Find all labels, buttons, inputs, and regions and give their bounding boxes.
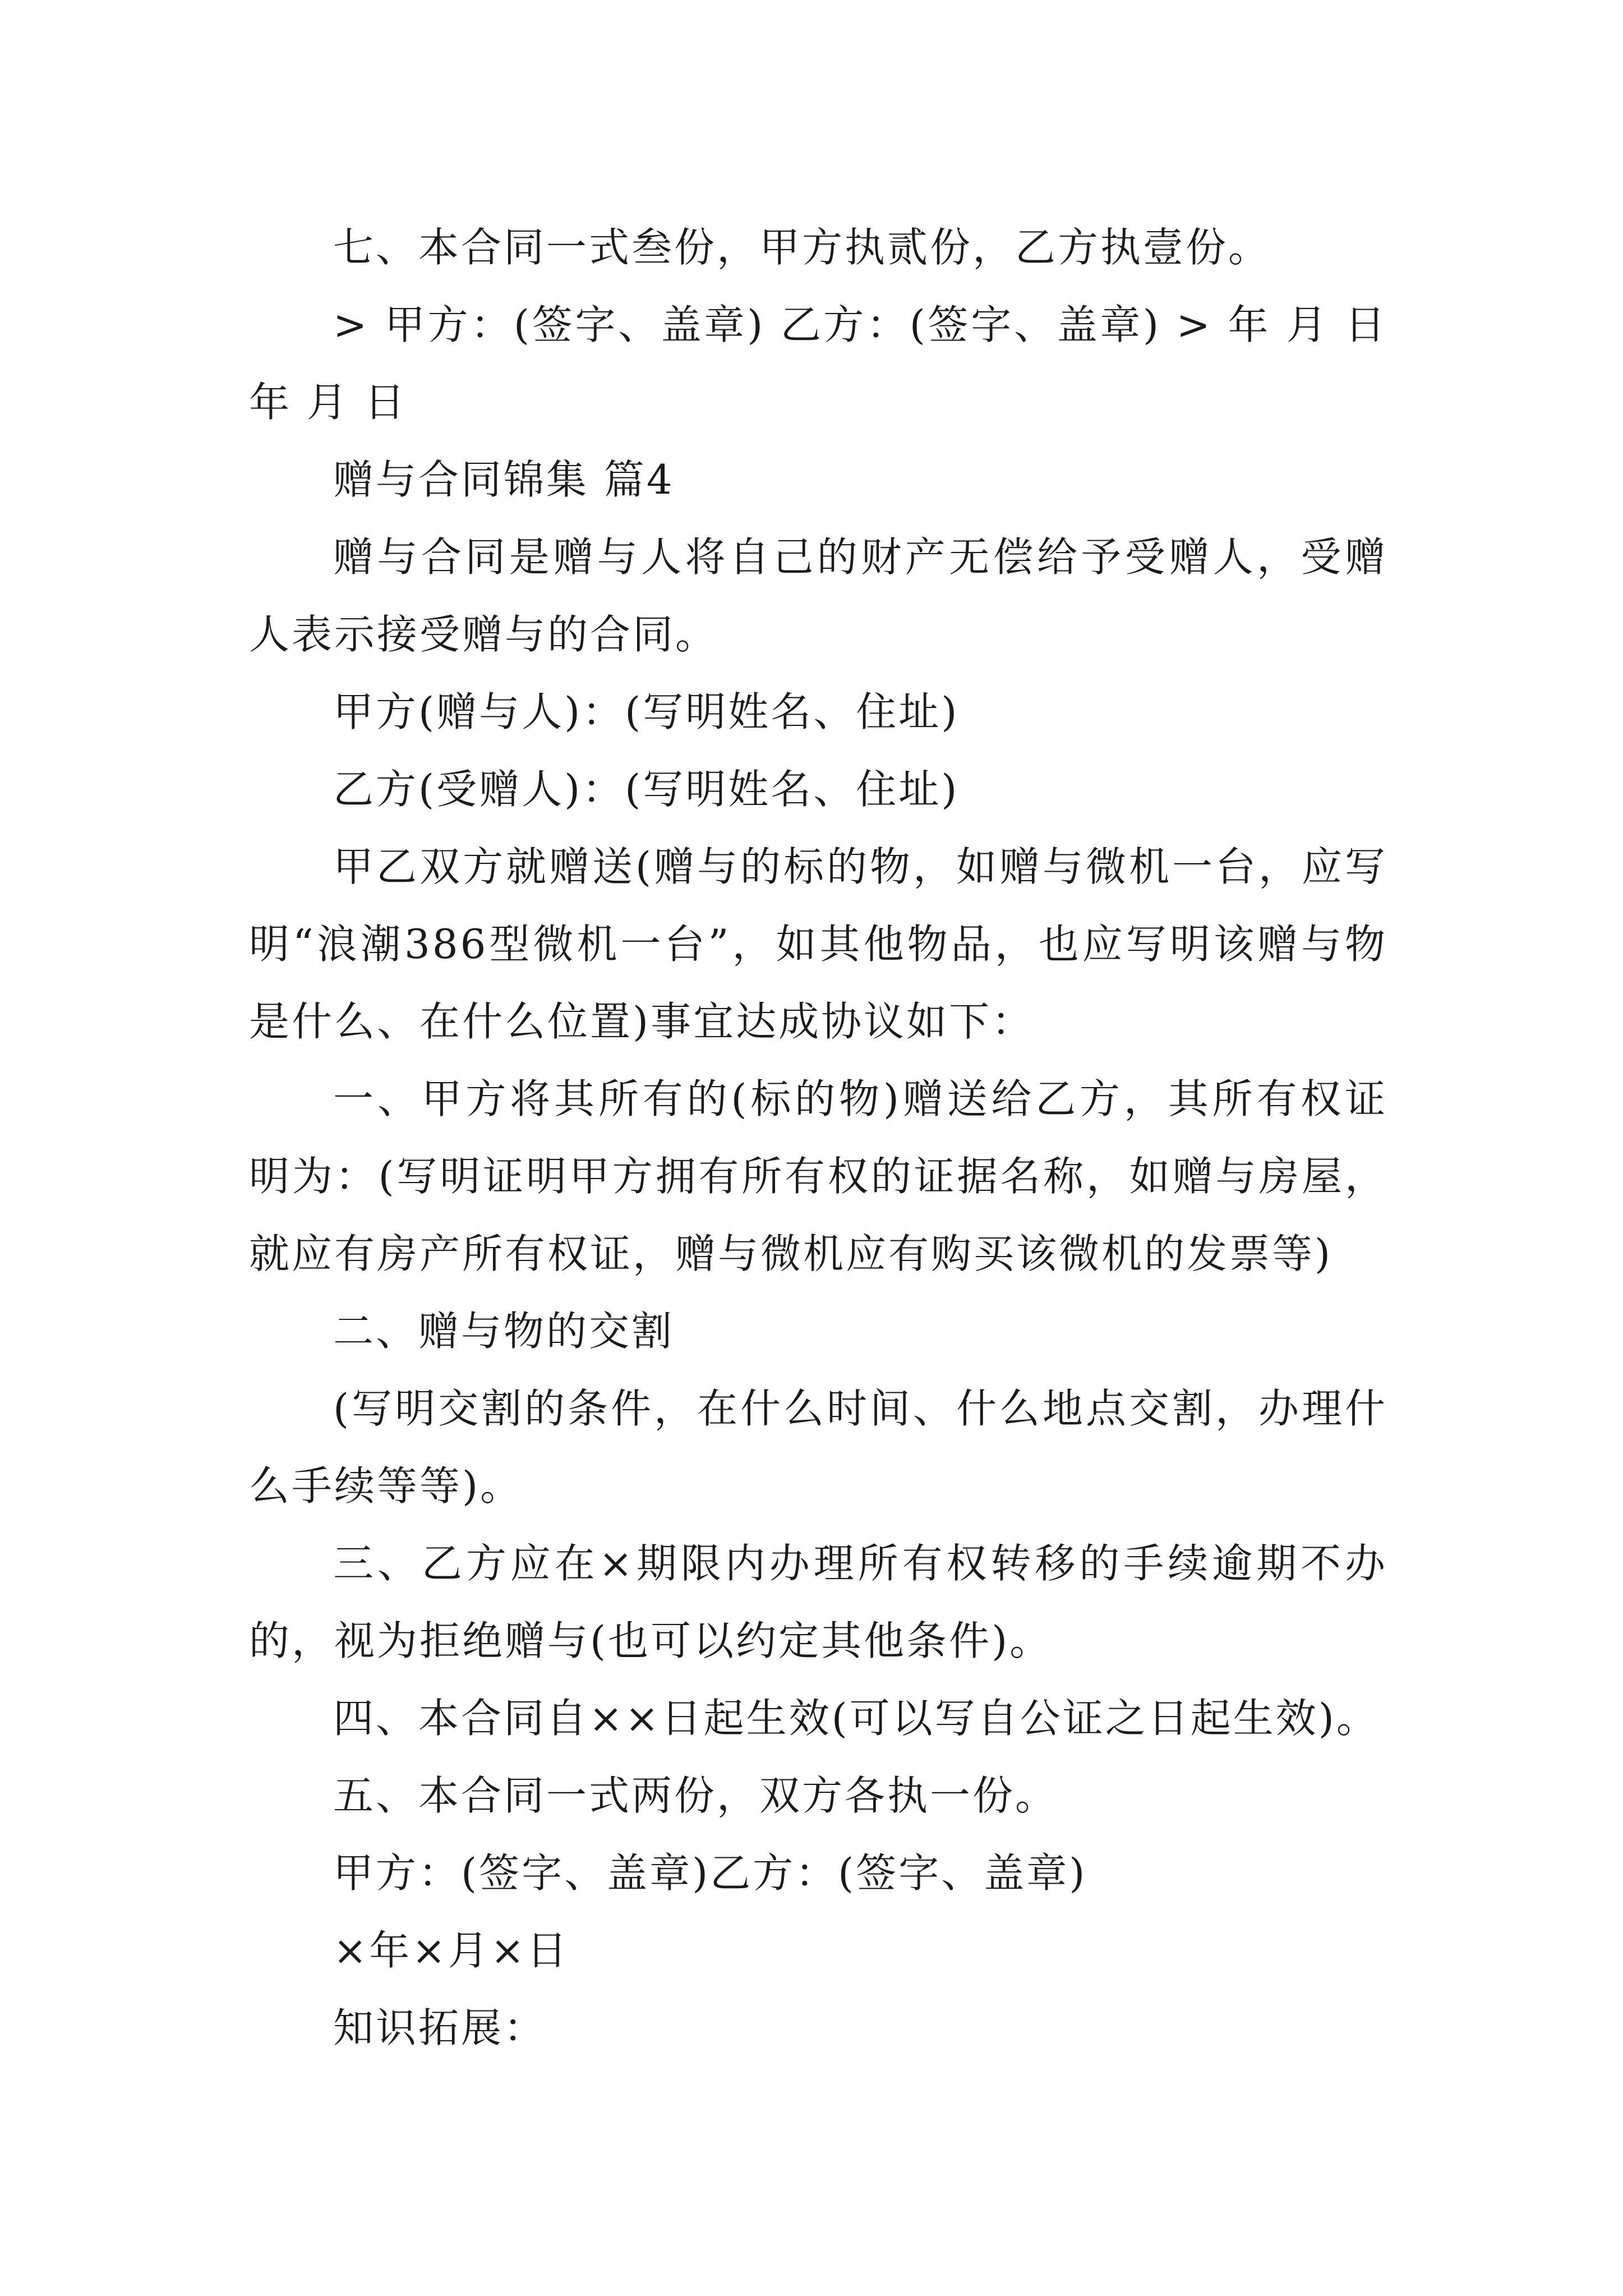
signature-block: 甲方：(签字、盖章)乙方：(签字、盖章) xyxy=(333,1849,1087,1897)
document-body xyxy=(249,209,1387,2067)
agreement-intro: 甲乙双方就赠送(赠与的标的物，如赠与微机一台，应写明“浪潮386型微机一台”，如其他物品，也应写明该赠与物是什么、在什么位置)事宜达成协议如下： xyxy=(249,843,1387,1045)
section-heading: 赠与合同锦集 篇4 xyxy=(333,456,675,503)
clause-seven: 七、本合同一式叁份，甲方执贰份，乙方执壹份。 xyxy=(333,224,1271,271)
party-b: 乙方(受赠人)：(写明姓名、住址) xyxy=(333,766,960,813)
clause-four: 四、本合同自××日起生效(可以写自公证之日起生效)。 xyxy=(333,1695,1379,1742)
clause-one: 一、甲方将其所有的(标的物)赠送给乙方，其所有权证明为：(写明证明甲方拥有所有权的证据名称，如赠与房屋，就应有房产所有权证，赠与微机应有购买该微机的发票等) xyxy=(249,1075,1387,1277)
clause-five: 五、本合同一式两份，双方各执一份。 xyxy=(333,1772,1058,1819)
clause-three: 三、乙方应在×期限内办理所有权转移的手续逾期不办的，视为拒绝赠与(也可以约定其他条件)。 xyxy=(249,1540,1387,1664)
date-line: ×年×月×日 xyxy=(333,1927,569,1974)
signature-line: > 甲方：(签字、盖章) 乙方：(签字、盖章) > 年 月 日 年 月 日 xyxy=(249,301,1387,426)
clause-two-detail: (写明交割的条件，在什么时间、什么地点交割，办理什么手续等等)。 xyxy=(249,1385,1387,1510)
party-a: 甲方(赠与人)：(写明姓名、住址) xyxy=(333,688,960,735)
contract-definition: 赠与合同是赠与人将自己的财产无偿给予受赠人，受赠人表示接受赠与的合同。 xyxy=(249,533,1387,658)
clause-two: 二、赠与物的交割 xyxy=(333,1308,675,1355)
knowledge-extension: 知识拓展： xyxy=(333,2004,547,2051)
